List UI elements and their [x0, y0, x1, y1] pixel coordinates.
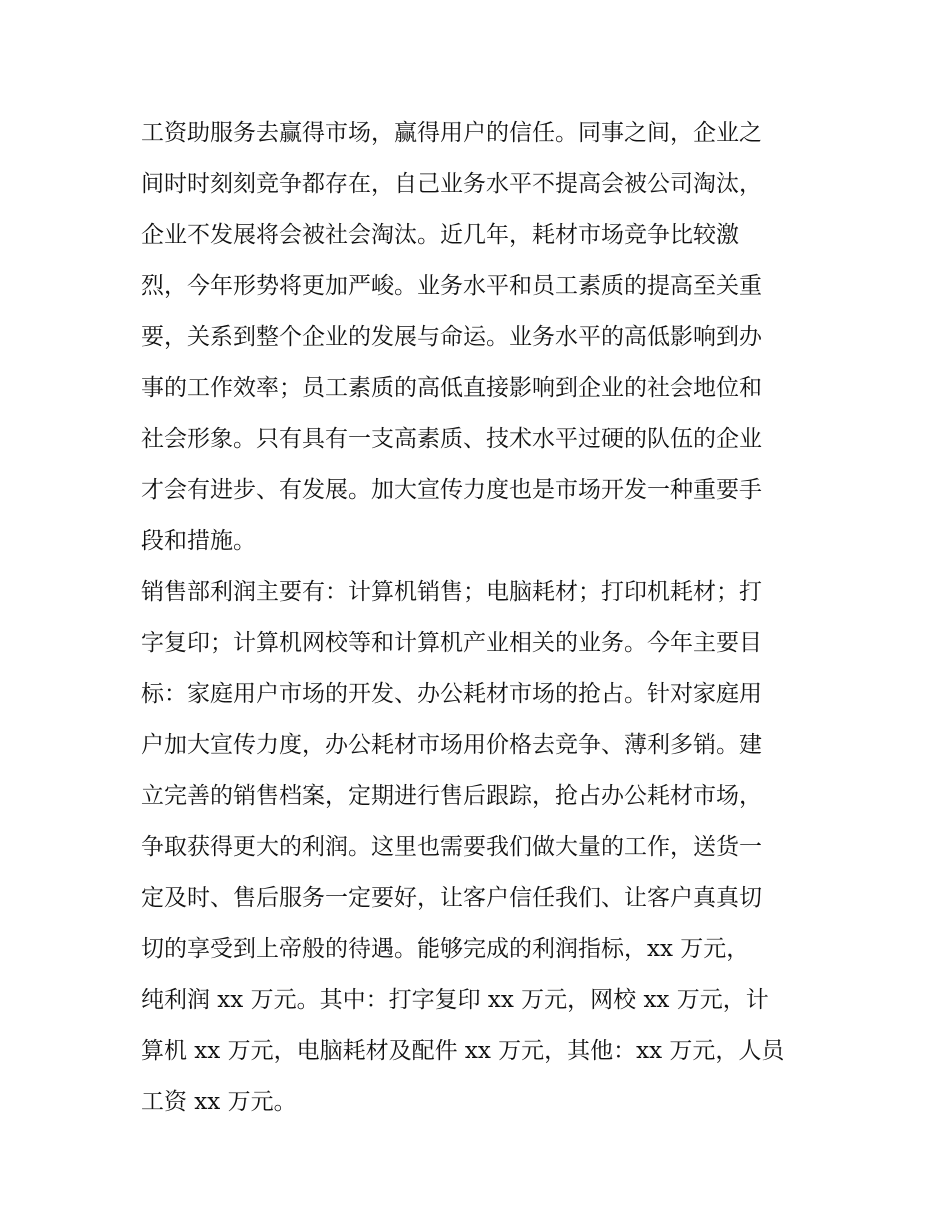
text-line: 事的工作效率；员工素质的高低直接影响到企业的社会地位和 — [141, 375, 762, 401]
text-line: 烈，今年形势将更加严峻。业务水平和员工素质的提高至关重 — [141, 273, 762, 299]
document-body — [141, 108, 816, 1128]
text-line: 切的享受到上帝般的待遇。能够完成的利润指标，xx 万元， — [141, 936, 750, 962]
text-line: 才会有进步、有发展。加大宣传力度也是市场开发一种重要手 — [141, 477, 762, 503]
text-line: 字复印；计算机网校等和计算机产业相关的业务。今年主要目 — [141, 630, 762, 656]
text-line: 争取获得更大的利润。这里也需要我们做大量的工作，送货一 — [141, 834, 762, 860]
text-line: 社会形象。只有具有一支高素质、技术水平过硬的队伍的企业 — [141, 426, 762, 452]
text-line: 工资助服务去赢得市场，赢得用户的信任。同事之间，企业之 — [141, 120, 762, 146]
text-line: 户加大宣传力度，办公耗材市场用价格去竞争、薄利多销。建 — [141, 732, 762, 758]
text-line: 间时时刻刻竞争都存在，自己业务水平不提高会被公司淘汰， — [141, 171, 762, 197]
text-line: 段和措施。 — [141, 528, 256, 554]
text-line: 纯利润 xx 万元。其中：打字复印 xx 万元，网校 xx 万元，计 — [141, 987, 769, 1013]
text-line: 要，关系到整个企业的发展与命运。业务水平的高低影响到办 — [141, 324, 762, 350]
text-line: 算机 xx 万元，电脑耗材及配件 xx 万元，其他：xx 万元，人员 — [141, 1038, 785, 1064]
text-line: 立完善的销售档案，定期进行售后跟踪，抢占办公耗材市场， — [141, 783, 762, 809]
text-line: 定及时、售后服务一定要好，让客户信任我们、让客户真真切 — [141, 885, 762, 911]
text-line: 销售部利润主要有：计算机销售；电脑耗材；打印机耗材；打 — [141, 579, 762, 605]
text-line: 企业不发展将会被社会淘汰。近几年，耗材市场竞争比较激 — [141, 222, 739, 248]
text-line: 工资 xx 万元。 — [141, 1089, 297, 1115]
text-line: 标：家庭用户市场的开发、办公耗材市场的抢占。针对家庭用 — [141, 681, 762, 707]
